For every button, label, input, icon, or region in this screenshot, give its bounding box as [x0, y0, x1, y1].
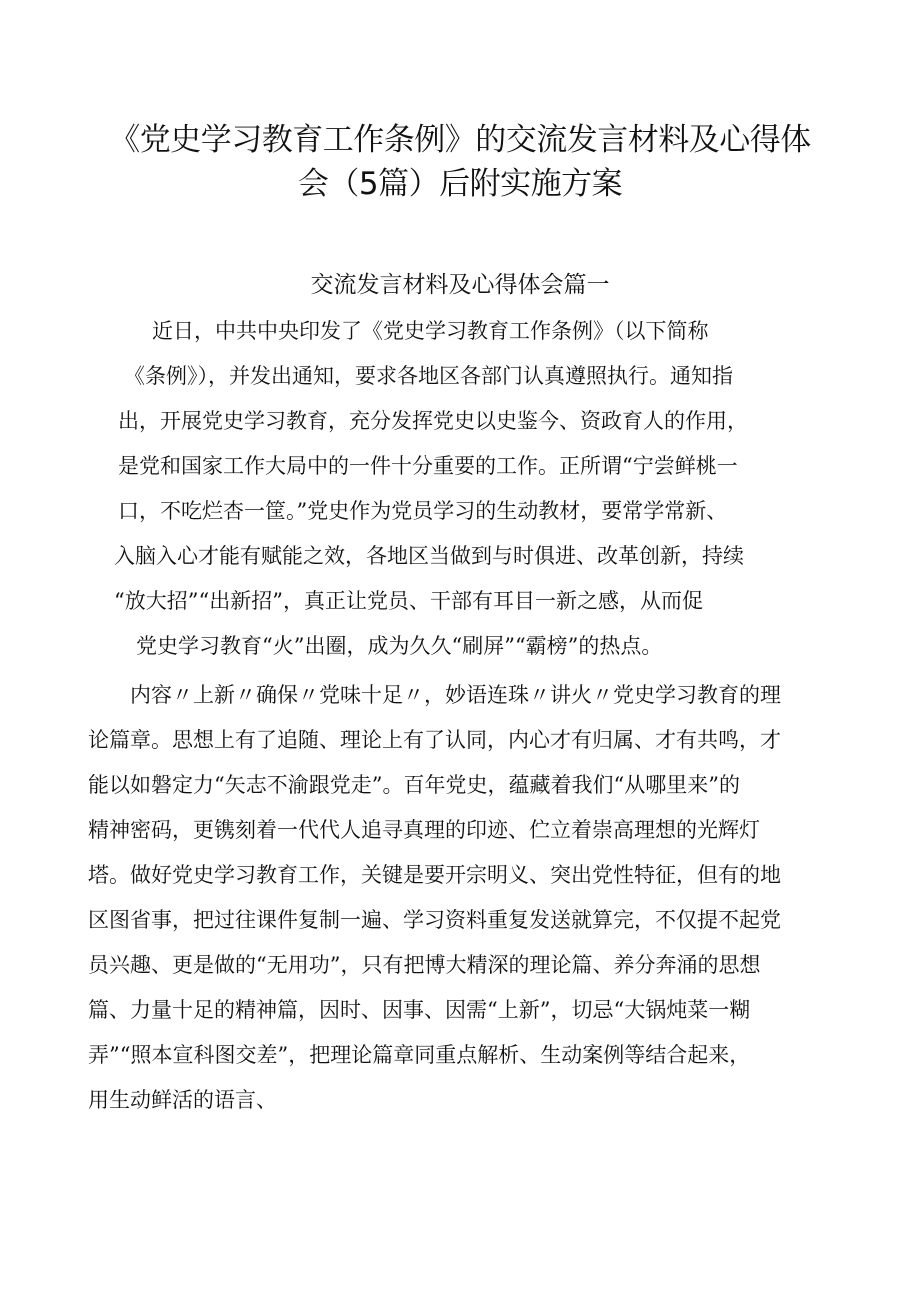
intro-line: 入脑入心才能有赋能之效，各地区当做到与时俱进、改革创新，持续 — [114, 544, 744, 568]
body-line: 精神密码，更镌刻着一代代人追寻真理的印迹、伫立着崇高理想的光辉灯 — [88, 818, 760, 842]
body-line: 区图省事，把过往课件复制一遍、学习资料重复发送就算完，不仅提不起党 — [88, 908, 781, 932]
title-line-2: 会（5篇）后附实施方案 — [297, 166, 623, 202]
section-heading: 交流发言材料及心得体会篇一 — [310, 272, 610, 298]
body-line: 能以如磐定力“矢志不渝跟党走”。百年党史，蕴藏着我们“从哪里来”的 — [88, 773, 740, 797]
body-line: 塔。做好党史学习教育工作，关键是要开宗明义、突出党性特征，但有的地 — [88, 863, 781, 887]
title-line-1: 《党史学习教育工作条例》的交流发言材料及心得体 — [109, 122, 811, 158]
body-line: 论篇章。思想上有了追随、理论上有了认同，内心才有归属、才有共鸣，才 — [88, 728, 781, 752]
intro-line: 出，开展党史学习教育，充分发挥党史以史鉴今、资政育人的作用， — [118, 409, 748, 433]
intro-line: 近日，中共中央印发了《党史学习教育工作条例》（以下简称 — [152, 319, 709, 343]
intro-line: 《条例》），并发出通知，要求各地区各部门认真遵照执行。通知指 — [124, 364, 733, 388]
body-line: 弄”“照本宣科图交差”，把理论篇章同重点解析、生动案例等结合起来， — [88, 1043, 751, 1067]
intro-line: 党史学习教育“火”出圈，成为久久“刷屏”“霸榜”的热点。 — [136, 634, 663, 658]
body-line: 篇、力量十足的精神篇，因时、因事、因需“上新”，切忌“大锅炖菜一糊 — [88, 998, 751, 1022]
intro-line: 是党和国家工作大局中的一件十分重要的工作。正所谓“宁尝鲜桃一 — [118, 454, 738, 478]
body-line: 内容〃上新〃确保〃党味十足〃，妙语连珠〃讲火〃党史学习教育的理 — [130, 683, 781, 707]
body-line: 用生动鲜活的语言、 — [88, 1088, 277, 1112]
intro-line: 口，不吃烂杏一筐。”党史作为党员学习的生动教材，要常学常新、 — [118, 499, 728, 523]
body-line: 员兴趣、更是做的“无用功”，只有把博大精深的理论篇、养分奔涌的思想 — [88, 953, 761, 977]
intro-line: “放大招”“出新招”，真正让党员、干部有耳目一新之感，从而促 — [114, 589, 703, 613]
document-title — [90, 118, 830, 206]
